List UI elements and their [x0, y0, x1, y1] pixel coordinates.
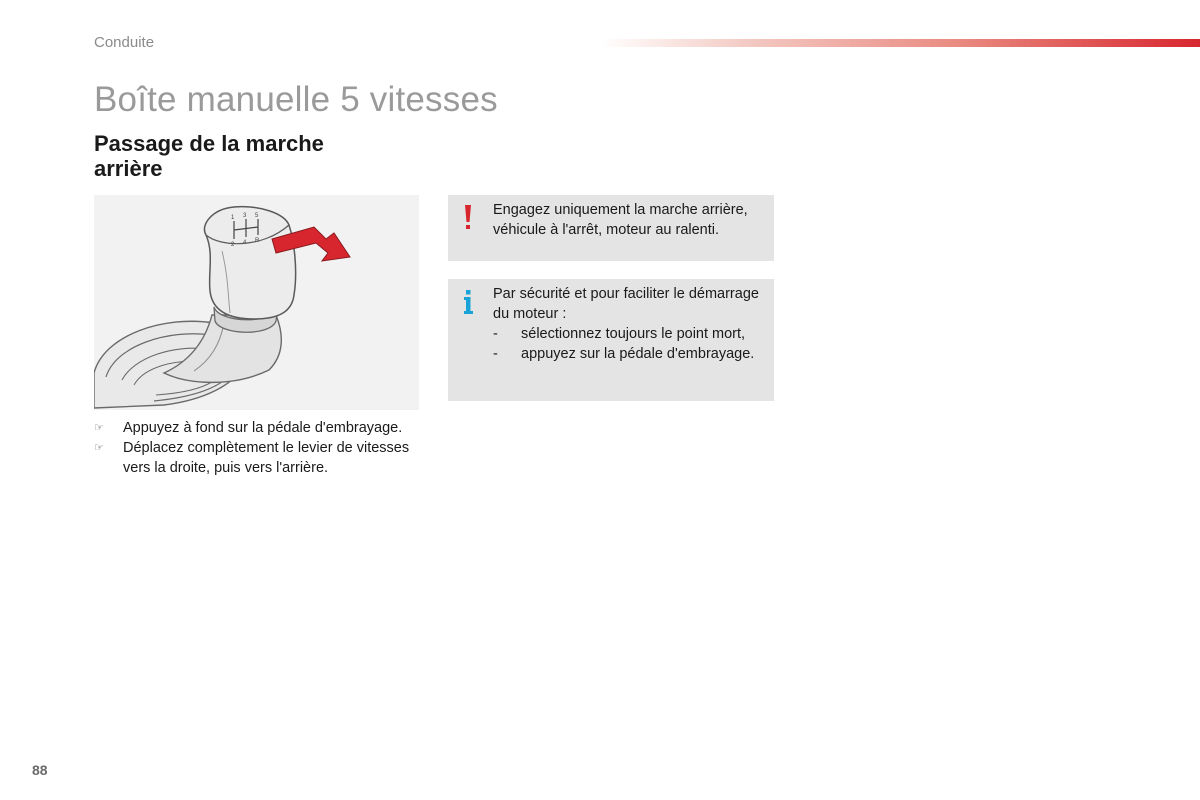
warning-text: Engagez uniquement la marche arrière, véhicule à l'arrêt, moteur au ralenti.: [493, 202, 748, 238]
info-icon: [462, 287, 474, 315]
section-subtitle: Passage de la marche arrière: [94, 131, 324, 181]
instruction-item: [94, 438, 434, 478]
info-list-item: [493, 324, 766, 344]
hand-pointer-icon: ☞: [94, 442, 104, 454]
instruction-text: Déplacez complètement le levier de vitesses vers la droite, puis vers l'arrière.: [123, 440, 410, 476]
info-intro: Par sécurité et pour faciliter le démarrage du moteur :: [493, 286, 759, 322]
shift-label: 3: [243, 213, 247, 219]
shift-label: R: [255, 238, 260, 244]
exclamation-icon: [462, 203, 474, 231]
instruction-item: [94, 418, 434, 438]
info-item-text: appuyez sur la pédale d'embrayage.: [521, 346, 755, 362]
shift-label: 2: [231, 242, 235, 248]
header-accent-bar: [600, 39, 1200, 47]
shift-label: 1: [231, 215, 235, 221]
dash-marker: -: [493, 346, 498, 362]
hand-pointer-icon: ☞: [94, 422, 104, 434]
info-list-item: [493, 344, 766, 364]
shift-label: 5: [255, 213, 259, 219]
page-number: 88: [32, 762, 48, 778]
info-item-text: sélectionnez toujours le point mort,: [521, 326, 746, 342]
dash-marker: -: [493, 326, 498, 342]
instruction-list: [94, 418, 434, 478]
warning-box: [448, 195, 774, 261]
instruction-text: Appuyez à fond sur la pédale d'embrayage.: [123, 420, 403, 436]
section-label: Conduite: [94, 34, 155, 51]
info-box: [448, 279, 774, 401]
gear-lever-illustration: [94, 195, 419, 410]
page-title: Boîte manuelle 5 vitesses: [94, 80, 498, 119]
shift-label: 4: [243, 240, 247, 246]
